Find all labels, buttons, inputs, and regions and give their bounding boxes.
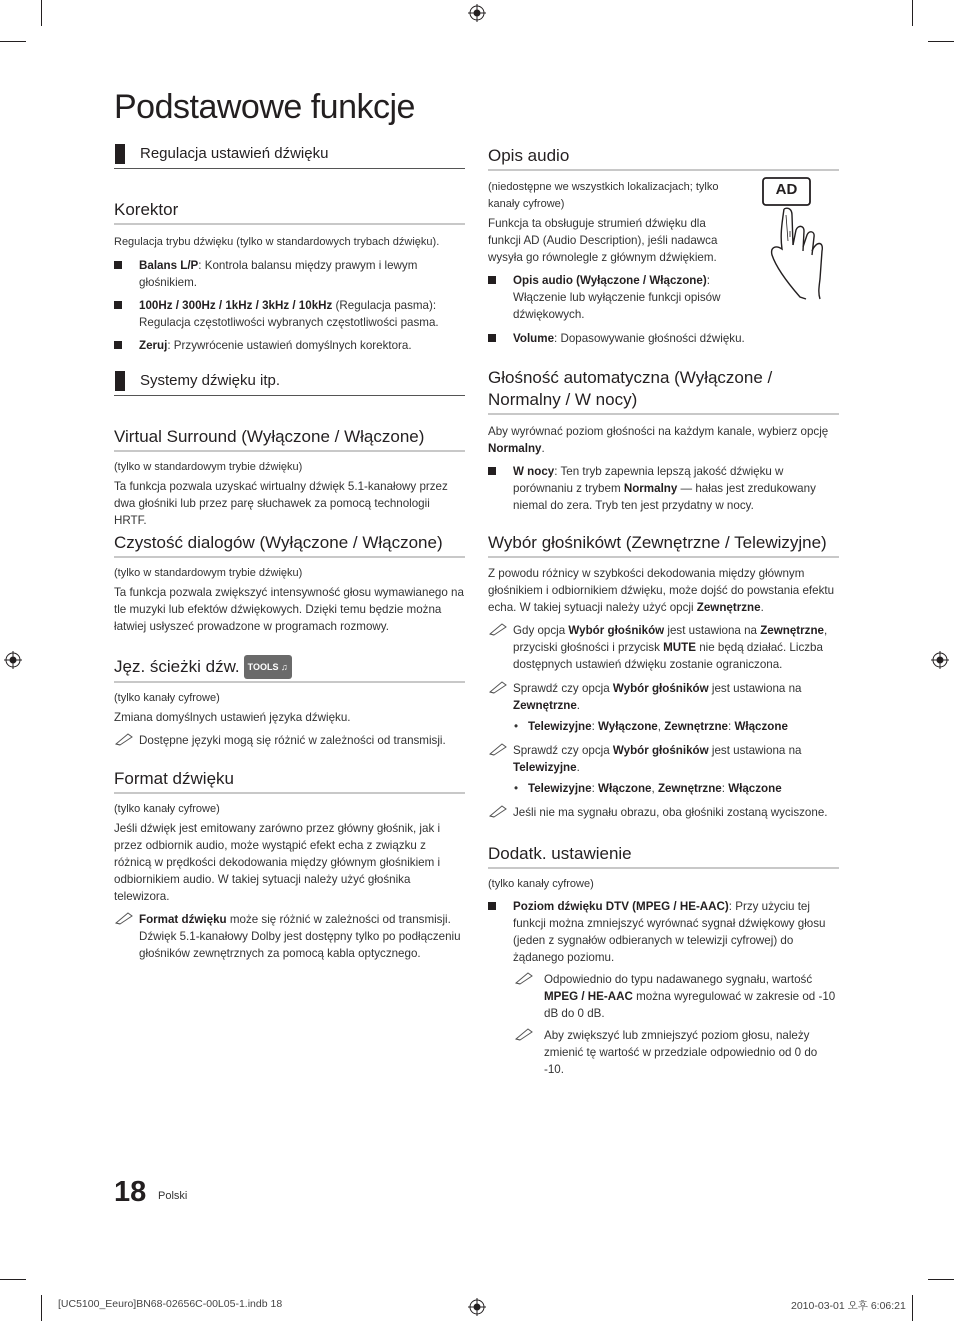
opis-audio-title: Opis audio xyxy=(488,145,839,171)
format-section xyxy=(114,768,465,962)
crop-mark xyxy=(41,1295,42,1321)
file-info: [UC5100_Eeuro]BN68-02656C-00L05-1.indb 18 xyxy=(58,1298,283,1310)
memo-pencil-icon xyxy=(488,622,508,636)
list-item: Poziom dźwięku DTV (MPEG / HE-AAC): Przy użyciu tej funkcji można zmniejszyć wyrównać sygnał dźwiękowy głosu (jeden z sygnałów odbieranych w telewizji cyfrowej) do żądanego poziomu. xyxy=(488,898,839,966)
glosnosc-title: Głośność automatyczna (Wyłączone / Normalny / W nocy) xyxy=(488,367,839,415)
memo-note: Format dźwięku może się różnić w zależności od transmisji. Dźwięk 5.1-kanałowy Dolby jest dostępny tylko po podłączeniu głośników zewnętrznych za pomocą kabla optycznego. xyxy=(114,911,465,962)
memo-note: Sprawdź czy opcja Wybór głośników jest ustawiona na Zewnętrzne. xyxy=(488,680,839,714)
memo-pencil-icon xyxy=(488,742,508,756)
opis-audio-desc: Funkcja ta obsługuje strumień dźwięku dla funkcji AD (Audio Description), jeśli nadawca wysyła go równolegle z głównym dźwiękiem. xyxy=(488,217,718,264)
registration-mark-icon xyxy=(468,4,486,22)
memo-note: Jeśli nie ma sygnału obrazu, oba głośniki zostaną wyciszone. xyxy=(488,804,839,821)
jez-desc: Zmiana domyślnych ustawień języka dźwięku. xyxy=(114,711,351,724)
memo-note: Odpowiednio do typu nadawanego sygnału, wartość MPEG / HE-AAC można wyregulować w zakresie od -10 dB do 0 dB. xyxy=(514,971,839,1022)
crop-mark xyxy=(928,1279,954,1280)
opis-audio-note: (niedostępne we wszystkich lokalizacjach; tylko kanały cyfrowe) xyxy=(488,181,719,210)
glosnosc-section xyxy=(488,367,839,514)
korektor-section xyxy=(114,199,465,354)
list-item: Zeruj: Przywrócenie ustawień domyślnych korektora. xyxy=(114,337,465,354)
memo-note: Dostępne języki mogą się różnić w zależności od transmisji. xyxy=(114,732,465,749)
tools-badge: TOOLS ♫ xyxy=(244,655,292,679)
memo-pencil-icon xyxy=(488,680,508,694)
virtual-surround-section xyxy=(114,426,465,529)
date-info: 2010-03-01 오후 6:06:21 xyxy=(791,1300,906,1312)
wybor-section xyxy=(488,532,839,821)
list-item: Balans L/P: Kontrola balansu między prawym i lewym głośnikiem. xyxy=(114,257,465,291)
virtual-surround-note: (tylko w standardowym trybie dźwięku) xyxy=(114,461,303,473)
jez-note: (tylko kanały cyfrowe) xyxy=(114,692,220,704)
list-item: W nocy: Ten tryb zapewnia lepszą jakość dźwięku w porównaniu z trybem Normalny — hałas jest zredukowany niemal do zera. Tryb ten jest przydatny w nocy. xyxy=(488,463,839,514)
format-desc: Jeśli dźwięk jest emitowany zarówno przez główny głośnik, jak i przez odbiornik audio, może wystąpić efekt echa z związku z różnicą w prędkości dekodowania między głównym głośnikiem i odbiornikiem audio. W takiej sytuacji należy użyć głośnika telewizora. xyxy=(114,822,441,903)
memo-note: Gdy opcja Wybór głośników jest ustawiona na Zewnętrzne, przyciski głośności i przycisk MUTE nie będą działać. Liczba dostępnych ustawień dźwięku zostanie ograniczona. xyxy=(488,622,839,673)
memo-pencil-icon xyxy=(514,1027,534,1041)
korektor-title: Korektor xyxy=(114,199,465,225)
format-note: (tylko kanały cyfrowe) xyxy=(114,803,220,815)
memo-pencil-icon xyxy=(114,911,134,925)
wybor-desc: Z powodu różnicy w szybkości dekodowania między głównym głośnikiem i odbiornikiem dźwięku, może dojść do powstania efektu echa. W takiej sytuacji należy użyć opcji Zewnętrzne. xyxy=(488,567,835,614)
section-header xyxy=(114,371,465,396)
list-item: Volume: Dopasowywanie głośności dźwięku. xyxy=(488,330,839,347)
dodatk-note: (tylko kanały cyfrowe) xyxy=(488,878,594,890)
section-header-label: Regulacja ustawień dźwięku xyxy=(140,145,329,162)
jez-section xyxy=(114,655,465,749)
crop-mark xyxy=(928,41,954,42)
dodatk-title: Dodatk. ustawienie xyxy=(488,843,839,869)
page-number: 18 xyxy=(114,1176,147,1208)
crop-mark xyxy=(0,41,26,42)
czystosc-title: Czystość dialogów (Wyłączone / Włączone) xyxy=(114,532,465,558)
format-title: Format dźwięku xyxy=(114,768,465,794)
czystosc-section xyxy=(114,532,465,635)
crop-mark xyxy=(0,1279,26,1280)
section-header-label: Systemy dźwięku itp. xyxy=(140,372,281,389)
opis-audio-section xyxy=(488,145,839,347)
registration-mark-icon xyxy=(931,651,949,669)
virtual-surround-title: Virtual Surround (Wyłączone / Włączone) xyxy=(114,426,465,452)
registration-mark-icon xyxy=(4,651,22,669)
list-item: • Telewizyjne: Wyłączone, Zewnętrzne: Włączone xyxy=(514,720,788,733)
section-header xyxy=(114,144,465,169)
crop-mark xyxy=(912,1295,913,1321)
page-title: Podstawowe funkcje xyxy=(114,88,415,126)
memo-pencil-icon xyxy=(114,732,134,746)
jez-title: Jęz. ścieżki dźw. TOOLS ♫ xyxy=(114,655,465,683)
crop-mark xyxy=(41,0,42,26)
czystosc-note: (tylko w standardowym trybie dźwięku) xyxy=(114,567,303,579)
memo-note: Aby zwiększyć lub zmniejszyć poziom głosu, należy zmienić tę wartość w przedziale odpowiednio od 0 do -10. xyxy=(514,1027,839,1078)
korektor-desc: Regulacja trybu dźwięku (tylko w standardowych trybach dźwięku). xyxy=(114,236,440,248)
virtual-surround-desc: Ta funkcja pozwala uzyskać wirtualny dźwięk 5.1-kanałowy przez dwa głośniki lub przez parę słuchawek za pomocą technologii HRTF. xyxy=(114,480,448,527)
wybor-title: Wybór głośnikówt (Zewnętrzne / Telewizyjne) xyxy=(488,532,839,558)
ad-button-label: AD xyxy=(775,181,798,198)
glosnosc-desc: Aby wyrównać poziom głośności na każdym kanale, wybierz opcję Normalny. xyxy=(488,425,829,455)
list-item: 100Hz / 300Hz / 1kHz / 3kHz / 10kHz (Regulacja pasma): Regulacja częstotliwości wybranych częstotliwości pasma. xyxy=(114,297,465,331)
memo-pencil-icon xyxy=(514,971,534,985)
crop-mark xyxy=(912,0,913,26)
page-language: Polski xyxy=(158,1190,188,1202)
memo-note: Sprawdź czy opcja Wybór głośników jest ustawiona na Telewizyjne. xyxy=(488,742,839,776)
czystosc-desc: Ta funkcja pozwala zwiększyć intensywność głosu wymawianego na tle muzyki lub efektów dźwiękowych. Dzięki temu będzie można łatwiej usłyszeć prowadzone w programach rozmowy. xyxy=(114,586,464,633)
memo-pencil-icon xyxy=(488,804,508,818)
registration-mark-icon xyxy=(468,1298,486,1316)
list-item: • Telewizyjne: Włączone, Zewnętrzne: Włączone xyxy=(514,782,782,795)
dodatk-section xyxy=(488,843,839,1078)
list-item: Opis audio (Wyłączone / Włączone): Włączenie lub wyłączenie funkcji opisów dźwiękowych. xyxy=(488,272,748,323)
